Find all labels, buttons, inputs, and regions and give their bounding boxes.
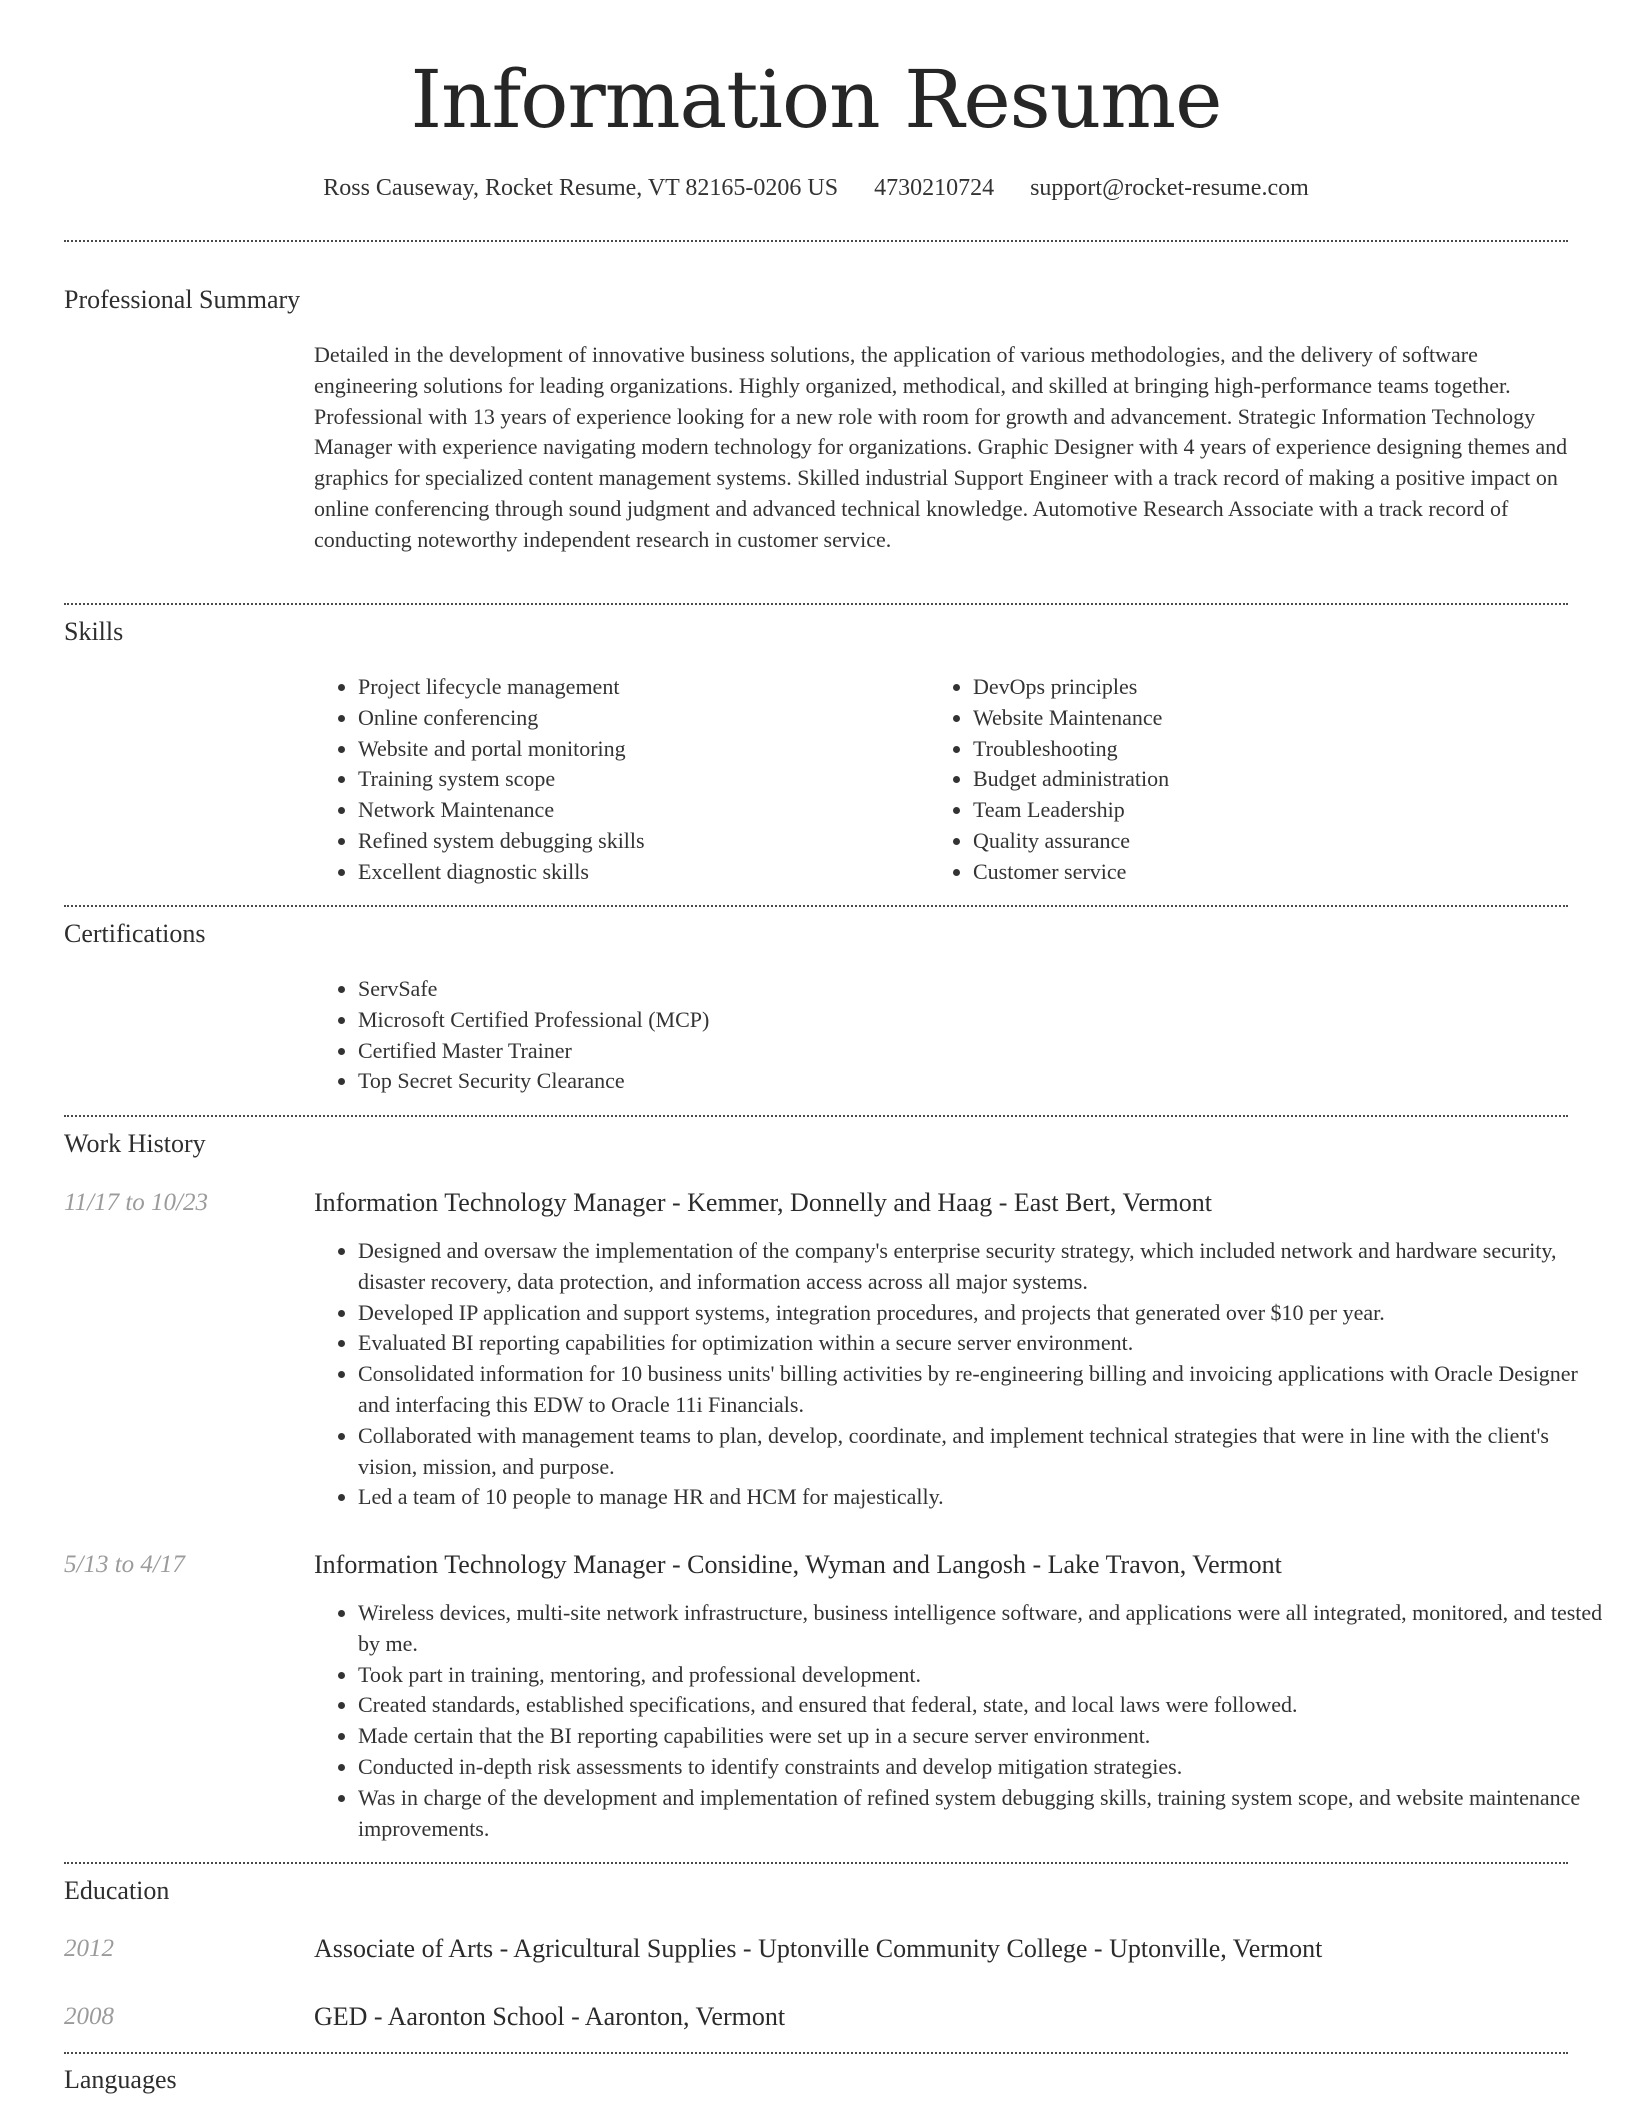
job-dates: 11/17 to 10/23 xyxy=(64,1189,208,1216)
education-year: 2008 xyxy=(64,2003,114,2030)
education-entry: GED - Aaronton School - Aaronton, Vermont xyxy=(314,2002,786,2031)
job-bullet: • Conducted in-depth risk assessments to identify constraints and develop mitigation strategies. xyxy=(358,1752,1613,1783)
skills-list-left xyxy=(314,672,918,888)
contact-address: Ross Causeway, Rocket Resume, VT 82165-0206 US xyxy=(323,175,839,201)
skills-list-right xyxy=(929,672,1573,888)
job-title: Information Technology Manager - Kemmer, Donnelly and Haag - East Bert, Vermont xyxy=(314,1188,1212,1217)
skill-item: • Quality assurance xyxy=(973,826,1573,857)
contact-line xyxy=(0,172,1632,204)
job-dates: 5/13 to 4/17 xyxy=(64,1551,185,1578)
section-divider xyxy=(64,1115,1568,1117)
contact-phone: 4730210724 xyxy=(874,175,995,201)
contact-email: support@rocket-resume.com xyxy=(1030,175,1309,201)
skill-item: • DevOps principles xyxy=(973,672,1573,703)
skill-item: • Website Maintenance xyxy=(973,703,1573,734)
job-bullet: • Led a team of 10 people to manage HR and HCM for majestically. xyxy=(358,1482,1613,1513)
certification-item: • Top Secret Security Clearance xyxy=(358,1066,1558,1097)
section-divider xyxy=(64,603,1568,605)
section-divider xyxy=(64,2052,1568,2054)
job-bullet: • Evaluated BI reporting capabilities for optimization within a secure server environment. xyxy=(358,1328,1613,1359)
resume-title: Information Resume xyxy=(410,53,1222,146)
job-bullets xyxy=(314,1236,1613,1513)
section-title-work-history: Work History xyxy=(64,1129,206,1158)
job-bullet: • Took part in training, mentoring, and professional development. xyxy=(358,1660,1613,1691)
section-title-certifications: Certifications xyxy=(64,919,206,948)
skill-item: • Excellent diagnostic skills xyxy=(358,857,918,888)
skill-item: • Troubleshooting xyxy=(973,734,1573,765)
section-title-languages: Languages xyxy=(64,2065,177,2094)
job-bullet: • Made certain that the BI reporting capabilities were set up in a secure server environment. xyxy=(358,1721,1613,1752)
section-title-summary: Professional Summary xyxy=(64,285,301,314)
job-bullet: • Wireless devices, multi-site network infrastructure, business intelligence software, and applications were all integrated, monitored, and tested by me. xyxy=(358,1598,1613,1660)
skill-item: • Project lifecycle management xyxy=(358,672,918,703)
skill-item: • Website and portal monitoring xyxy=(358,734,918,765)
skill-item: • Online conferencing xyxy=(358,703,918,734)
section-title-education: Education xyxy=(64,1876,170,1905)
summary-text: Detailed in the development of innovative business solutions, the application of various methodologies, and the delivery of software engineering solutions for leading organizations. Highly organized, methodical, and skilled at bringing high-performance teams together. Professional with 13 years of experience looking for a new role with room for growth and advancement. Strategic Information Technology Manager with experience navigating modern technology for organizations. Graphic Designer with 4 years of experience designing themes and graphics for specialized content management systems. Skilled industrial Support Engineer with a track record of making a positive impact on online conferencing through sound judgment and advanced technical knowledge. Automotive Research Associate with a track record of conducting noteworthy independent research in customer service. xyxy=(314,342,1568,552)
certifications-list xyxy=(314,974,1558,1097)
skill-item: • Training system scope xyxy=(358,764,918,795)
job-bullet: • Developed IP application and support systems, integration procedures, and projects that generated over $10 per year. xyxy=(358,1298,1613,1329)
job-title: Information Technology Manager - Considine, Wyman and Langosh - Lake Travon, Vermont xyxy=(314,1550,1282,1579)
skill-item: • Customer service xyxy=(973,857,1573,888)
skill-item: • Network Maintenance xyxy=(358,795,918,826)
skill-item: • Team Leadership xyxy=(973,795,1573,826)
job-bullet: • Created standards, established specifications, and ensured that federal, state, and local laws were followed. xyxy=(358,1690,1613,1721)
job-bullet: • Was in charge of the development and implementation of refined system debugging skills, training system scope, and website maintenance improvements. xyxy=(358,1783,1613,1845)
skill-item: • Refined system debugging skills xyxy=(358,826,918,857)
section-divider xyxy=(64,240,1568,242)
section-divider xyxy=(64,1862,1568,1864)
certification-item: • Microsoft Certified Professional (MCP) xyxy=(358,1005,1558,1036)
job-bullet: • Consolidated information for 10 business units' billing activities by re-engineering billing and invoicing applications with Oracle Designer and interfacing this EDW to Oracle 11i Financials. xyxy=(358,1359,1613,1421)
job-bullet: • Collaborated with management teams to plan, develop, coordinate, and implement technical strategies that were in line with the client's vision, mission, and purpose. xyxy=(358,1421,1613,1483)
job-bullet: • Designed and oversaw the implementation of the company's enterprise security strategy, which included network and hardware security, disaster recovery, data protection, and information access across all major systems. xyxy=(358,1236,1613,1298)
education-year: 2012 xyxy=(64,1935,114,1962)
certification-item: • ServSafe xyxy=(358,974,1558,1005)
job-bullets xyxy=(314,1598,1613,1844)
section-title-skills: Skills xyxy=(64,617,124,646)
education-entry: Associate of Arts - Agricultural Supplies - Uptonville Community College - Uptonville, Vermont xyxy=(314,1934,1323,1963)
skill-item: • Budget administration xyxy=(973,764,1573,795)
section-divider xyxy=(64,905,1568,907)
certification-item: • Certified Master Trainer xyxy=(358,1036,1558,1067)
